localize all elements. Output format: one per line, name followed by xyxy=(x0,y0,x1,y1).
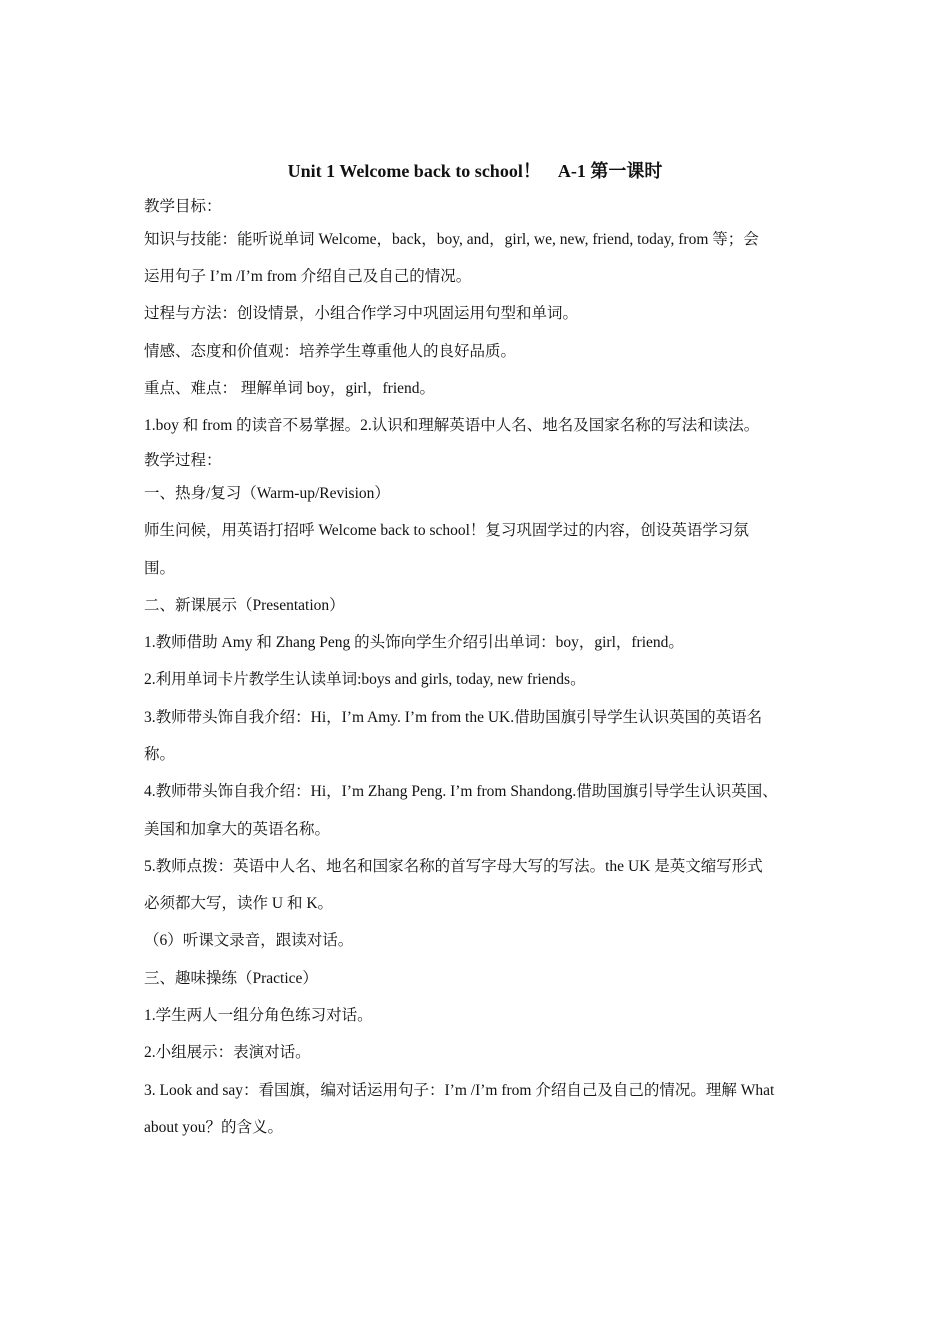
section-objectives-heading: 教学目标： xyxy=(144,198,222,215)
list-item: 2.小组展示：表演对话。 xyxy=(144,1044,311,1061)
list-item-continuation: about you？的含义。 xyxy=(144,1119,284,1136)
paragraph-line: 过程与方法：创设情景，小组合作学习中巩固运用句型和单词。 xyxy=(144,305,579,322)
lesson-title: Unit 1 Welcome back to school！ A-1 第一课时 xyxy=(287,161,663,181)
list-item: 4.教师带头饰自我介绍：Hi，I’m Zhang Peng. I’m from Shandong.借助国旗引导学生认识英国、 xyxy=(144,783,778,800)
paragraph-line: 知识与技能：能听说单词 Welcome，back，boy, and，girl, we, new, friend, today, from 等；会 xyxy=(144,231,759,248)
section-heading-practice: 三、趣味操练（Practice） xyxy=(144,970,318,987)
paragraph-line: 1.boy 和 from 的读音不易掌握。2.认识和理解英语中人名、地名及国家名称的写法和读法。 xyxy=(144,417,760,434)
list-item-continuation: 美国和加拿大的英语名称。 xyxy=(144,821,331,838)
list-item: 2.利用单词卡片教学生认读单词:boys and girls, today, new friends。 xyxy=(144,671,586,688)
paragraph-line: 情感、态度和价值观：培养学生尊重他人的良好品质。 xyxy=(144,343,517,360)
section-heading-warmup: 一、热身/复习（Warm-up/Revision） xyxy=(144,485,390,502)
list-item: 3.教师带头饰自我介绍：Hi，I’m Amy. I’m from the UK.借助国旗引导学生认识英国的英语名 xyxy=(144,709,763,726)
section-process-heading: 教学过程： xyxy=(144,452,222,469)
list-item: 3. Look and say：看国旗，编对话运用句子：I’m /I’m from 介绍自己及自己的情况。理解 What xyxy=(144,1082,775,1099)
list-item: 5.教师点拨：英语中人名、地名和国家名称的首写字母大写的写法。the UK 是英文缩写形式 xyxy=(144,858,763,875)
paragraph-line: 运用句子 I’m /I’m from 介绍自己及自己的情况。 xyxy=(144,268,472,285)
list-item: 1.学生两人一组分角色练习对话。 xyxy=(144,1007,373,1024)
paragraph-line: 师生问候，用英语打招呼 Welcome back to school！复习巩固学过的内容，创设英语学习氛 xyxy=(144,522,749,539)
key-points-line: 重点、难点： 理解单词 boy，girl，friend。 xyxy=(144,380,436,397)
list-item: （6）听课文录音，跟读对话。 xyxy=(144,932,354,949)
paragraph-line: 围。 xyxy=(144,560,176,577)
list-item-continuation: 称。 xyxy=(144,746,176,763)
list-item: 1.教师借助 Amy 和 Zhang Peng 的头饰向学生介绍引出单词：boy，girl，friend。 xyxy=(144,634,684,651)
list-item-continuation: 必须都大写，读作 U 和 K。 xyxy=(144,895,334,912)
section-heading-presentation: 二、新课展示（Presentation） xyxy=(144,597,345,614)
